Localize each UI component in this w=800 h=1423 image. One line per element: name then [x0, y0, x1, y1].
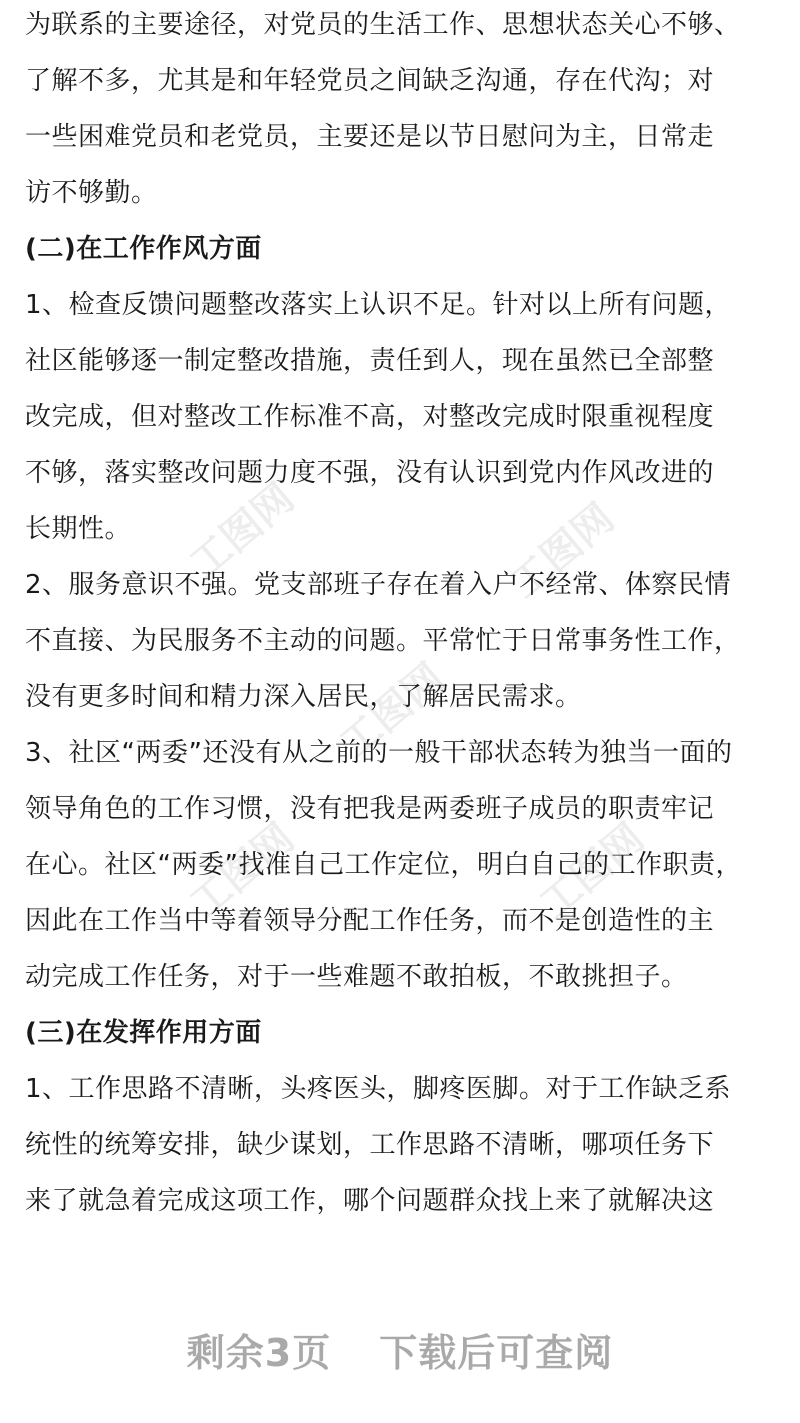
body-line: 在心。社区“两委”找准自己工作定位，明白自己的工作职责，	[25, 850, 742, 880]
body-line: 不够，落实整改问题力度不强，没有认识到党内作风改进的	[25, 458, 715, 488]
body-line: 动完成工作任务，对于一些难题不敢拍板，不敢挑担子。	[25, 962, 688, 992]
document-body	[25, 0, 780, 1229]
body-line: 因此在工作当中等着领导分配工作任务，而不是创造性的主	[25, 906, 715, 936]
body-line: 2、服务意识不强。党支部班子存在着入户不经常、体察民情	[25, 570, 732, 600]
body-line: 社区能够逐一制定整改措施，责任到人，现在虽然已全部整	[25, 346, 715, 376]
section-heading: (三)在发挥作用方面	[25, 1018, 262, 1048]
body-line: 1、工作思路不清晰，头疼医头，脚疼医脚。对于工作缺乏系	[25, 1074, 732, 1104]
body-line: 访不够勤。	[25, 178, 158, 208]
download-prompt[interactable]	[0, 1322, 800, 1377]
body-line: 为联系的主要途径，对党员的生活工作、思想状态关心不够、	[25, 10, 741, 40]
body-line: 长期性。	[25, 514, 132, 544]
body-line: 了解不多，尤其是和年轻党员之间缺乏沟通，存在代沟；对	[25, 66, 715, 96]
body-line: 改完成，但对整改工作标准不高，对整改完成时限重视程度	[25, 402, 715, 432]
body-line: 3、社区“两委”还没有从之前的一般干部状态转为独当一面的	[25, 738, 733, 768]
body-line: 领导角色的工作习惯，没有把我是两委班子成员的职责牢记	[25, 794, 715, 824]
watermark: 工图网	[181, 474, 303, 588]
body-line: 统性的统筹安排，缺少谋划，工作思路不清晰，哪项任务下	[25, 1130, 715, 1160]
watermark: 工图网	[331, 654, 453, 768]
watermark: 工图网	[181, 814, 303, 928]
body-line: 一些困难党员和老党员，主要还是以节日慰问为主，日常走	[25, 122, 715, 152]
remaining-pages-label: 剩余3页	[186, 1331, 332, 1375]
body-line: 1、检查反馈问题整改落实上认识不足。针对以上所有问题，	[25, 290, 732, 320]
section-heading: (二)在工作作风方面	[25, 234, 262, 264]
watermark: 工图网	[531, 814, 653, 928]
download-to-view-label: 下载后可查阅	[379, 1331, 614, 1375]
watermark: 工图网	[501, 494, 623, 608]
body-line: 来了就急着完成这项工作，哪个问题群众找上来了就解决这	[25, 1186, 715, 1216]
body-line: 没有更多时间和精力深入居民，了解居民需求。	[25, 682, 582, 712]
body-line: 不直接、为民服务不主动的问题。平常忙于日常事务性工作，	[25, 626, 741, 656]
